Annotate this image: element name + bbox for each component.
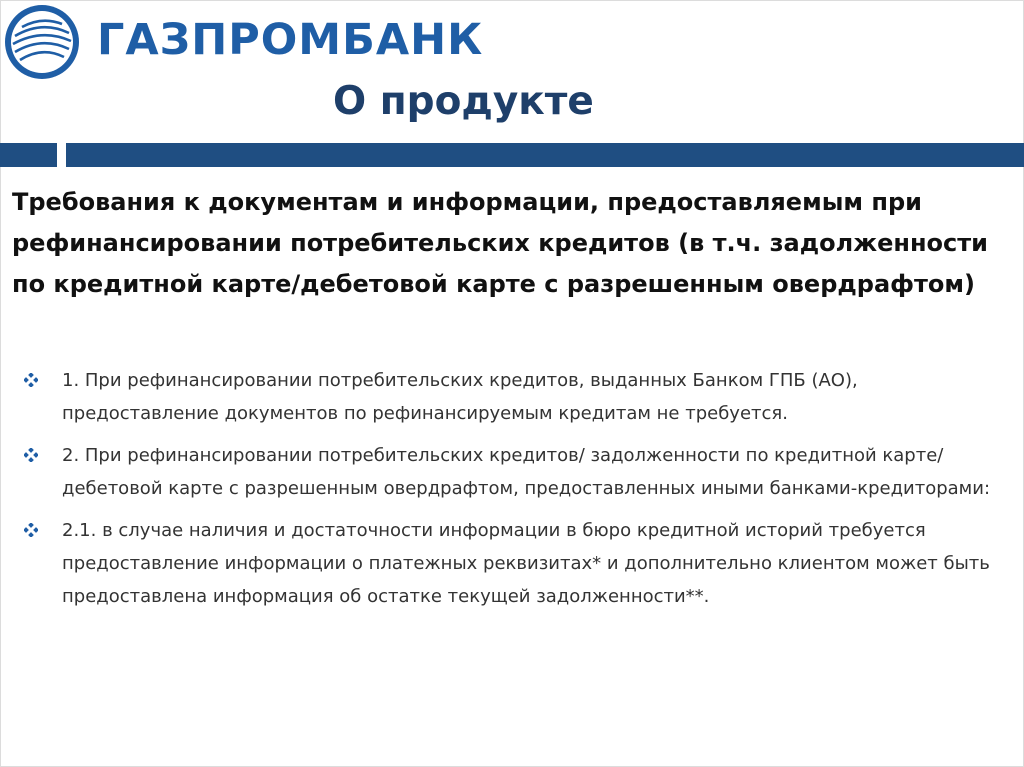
bullet-text: 2.1. в случае наличия и достаточности информации в бюро кредитной историй требуется предоставление информации о платежных реквизитах* и дополнительно клиентом может быть предоставлена информация об остатке текущей задолженности**. [62, 520, 990, 607]
list-item [24, 364, 1009, 430]
header-stripe-right [66, 143, 1024, 167]
list-item [24, 439, 1009, 505]
brand-name: ГАЗПРОМБАНК [97, 15, 484, 65]
diamond-bullet-icon [24, 514, 62, 541]
diamond-bullet-icon [24, 439, 62, 466]
bullet-list [24, 364, 1009, 622]
bullet-text: 2. При рефинансировании потребительских кредитов/ задолженности по кредитной карте/ дебетовой карте с разрешенным овердрафтом, предоставленных иными банками-кредиторами: [62, 445, 991, 499]
diamond-bullet-icon [24, 364, 62, 391]
header-stripe-left [0, 143, 57, 167]
page-title: О продукте [333, 79, 594, 124]
list-item [24, 514, 1009, 613]
gazprombank-globe-icon [2, 2, 82, 82]
bullet-text: 1. При рефинансировании потребительских кредитов, выданных Банком ГПБ (АО), предоставление документов по рефинансируемым кредитам не требуется. [62, 370, 858, 424]
section-heading: Требования к документам и информации, предоставляемым при рефинансировании потребительских кредитов (в т.ч. задолженности по кредитной карте/дебетовой карте с разрешенным овердрафтом) [12, 188, 988, 298]
